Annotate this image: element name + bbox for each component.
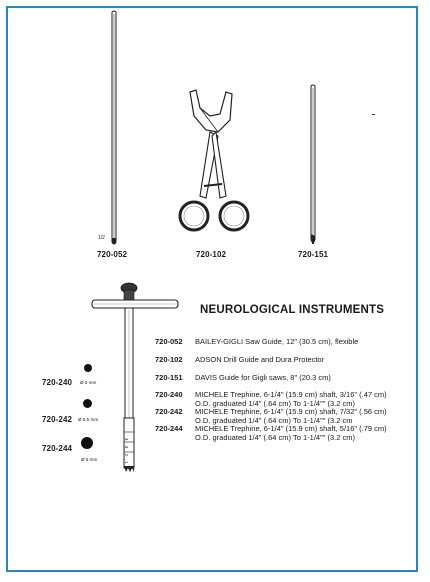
catalog-code: 720-244 [155, 424, 183, 433]
section-title: NEUROLOGICAL INSTRUMENTS [200, 304, 385, 316]
size-code-720-240: 720-240 [42, 378, 73, 387]
code-label-720-102: 720-102 [196, 250, 227, 259]
trephine-t-handle-icon [88, 282, 182, 492]
gigli-saw-guide-icon [308, 84, 318, 248]
code-label-720-151: 720-151 [298, 250, 329, 259]
catalog-desc: MICHELE Trephine, 6-1/4" (15.9 cm) shaft, 5/16" (.79 cm) [195, 424, 387, 433]
catalog-desc-line2: O.D. graduated 1/4" (.64 cm) To 1-1/4"" (3.2 cm) [195, 433, 355, 442]
size-code-720-242: 720-242 [42, 415, 73, 424]
catalog-desc: BAILEY-GIGLI Saw Guide, 12" (30.5 cm), flexible [195, 337, 359, 346]
catalog-code: 720-052 [155, 337, 183, 346]
size-diameter-720-240: Ø 5 mm [80, 380, 97, 385]
size-dot-5mm-icon [84, 364, 92, 372]
saw-guide-scale-mark: 1/2 [98, 235, 105, 241]
drill-guide-forceps-icon [170, 86, 260, 246]
catalog-desc-line2: O.D. graduated 1/4" (.64 cm) To 1-1/4"" (3.2 cm [195, 416, 353, 425]
size-code-720-244: 720-244 [42, 444, 73, 453]
size-diameter-720-242: Ø 5.5 mm [78, 417, 99, 422]
catalog-desc: MICHELE Trephine, 6-1/4" (15.9 cm) shaft, 7/32" (.56 cm) [195, 407, 387, 416]
saw-guide-icon [108, 10, 120, 250]
catalog-desc: MICHELE Trephine, 6-1/4" (15.9 cm) shaft, 3/16" (.47 cm) [195, 390, 387, 399]
size-dot-8mm-icon [81, 437, 93, 449]
catalog-code: 720-102 [155, 355, 183, 364]
stray-mark [372, 114, 375, 115]
code-label-720-052: 720-052 [97, 250, 128, 259]
catalog-code: 720-240 [155, 390, 183, 399]
size-dot-5-5mm-icon [83, 399, 92, 408]
catalog-code: 720-151 [155, 373, 183, 382]
trephine-shaft-marks: 4 3 2 1 [124, 438, 129, 466]
catalog-code: 720-242 [155, 407, 183, 416]
catalog-desc-line2: O.D. graduated 1/4" (.64 cm) To 1-1/4"" (3.2 cm) [195, 399, 355, 408]
catalog-desc: ADSON Drill Guide and Dura Protector [195, 355, 325, 364]
size-diameter-720-244: Ø 8 mm [81, 457, 98, 462]
catalog-desc: DAVIS Guide for Gigli saws, 8" (20.3 cm) [195, 373, 331, 382]
